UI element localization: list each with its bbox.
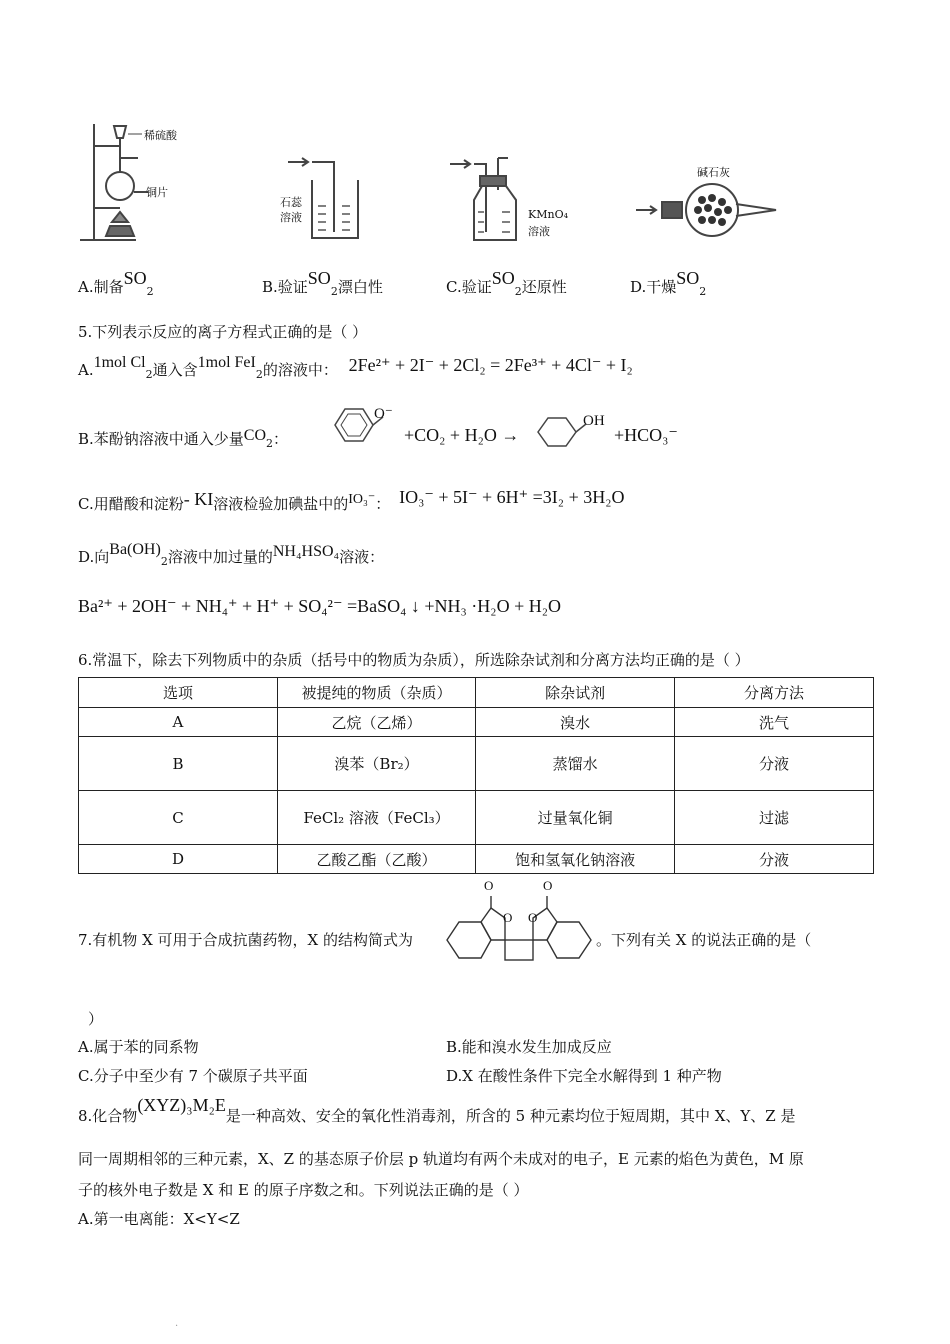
cell-reagent: 蒸馏水 (476, 737, 675, 791)
cell-substance: 溴苯（Br₂） (277, 737, 475, 791)
q4-option-b: B.验证$SO_2$漂白性 (262, 268, 383, 298)
q7-option-a: A.属于苯的同系物 (78, 1038, 199, 1056)
cell-substance: 乙酸乙酯（乙酸） (277, 845, 475, 874)
cell-method: 过滤 (675, 791, 874, 845)
q7-stem-3: ） (88, 1010, 104, 1028)
q8-line-1: 8.化合物(XYZ)₃M₂E是一种高效、安全的氧化性消毒剂，所含的 5 种元素均位于短周期，其中 X、Y、Z 是 (78, 1095, 796, 1125)
table-row (79, 845, 874, 874)
header-method: 分离方法 (675, 678, 874, 708)
q5-option-c: C.用醋酸和淀粉- KI溶液检验加碘盐中的IO₃⁻： IO₃⁻ + 5I⁻ + 6H⁺ =3I₂ + 3H₂O (78, 487, 625, 513)
q5-option-a-equation: 2Fe²⁺ + 2I⁻ + 2Cl₂ = 2Fe³⁺ + 4Cl⁻ + I₂ (348, 355, 633, 375)
q7-stem-1: 7.有机物 X 可用于合成抗菌药物，X 的结构简式为 (78, 931, 413, 949)
q4-option-d: D.干燥$SO_2$ (630, 268, 707, 298)
q5-stem: 5.下列表示反应的离子方程式正确的是（ ） (78, 323, 368, 341)
structure-o-label: O (528, 910, 538, 925)
figure-b-reagent-label-1: 石蕊 (280, 196, 302, 209)
compound-x-structure (441, 878, 597, 974)
structure-o-label: O (484, 878, 494, 893)
q4-option-a: A.制备$SO_2$ (78, 268, 154, 298)
cell-method: 分液 (675, 845, 874, 874)
q5-option-b: B.苯酚钠溶液中通入少量$CO_2$： (78, 427, 289, 450)
figure-d-reagent-label: 碱石灰 (697, 166, 730, 179)
cell-reagent: 过量氧化铜 (476, 791, 675, 845)
q4-option-c: C.验证$SO_2$还原性 (446, 268, 567, 298)
table-header-row (79, 678, 874, 708)
table-row (79, 791, 874, 845)
q6-stem: 6.常温下，除去下列物质中的杂质（括号中的物质为杂质），所选除杂试剂和分离方法均正确的是（ ） (78, 651, 750, 669)
q8-line-2: 同一周期相邻的三种元素，X、Z 的基态原子价层 p 轨道均有两个未成对的电子，E 元素的焰色为黄色，M 原 (78, 1150, 804, 1168)
q7-stem-2: 。下列有关 X 的说法正确的是（ (596, 931, 812, 949)
cell-reagent: 饱和氢氧化钠溶液 (476, 845, 675, 874)
cell-substance: FeCl₂ 溶液（FeCl₃） (277, 791, 475, 845)
q7-option-c: C.分子中至少有 7 个碳原子共平面 (78, 1067, 308, 1085)
figure-a-copper-label: 铜片 (146, 186, 168, 199)
q8-line-3: 子的核外电子数是 X 和 E 的原子序数之和。下列说法正确的是（ ） (78, 1181, 529, 1199)
q8-option-a: A.第一电离能：X<Y<Z (78, 1210, 240, 1228)
figure-c-reagent-label-2: 溶液 (528, 225, 550, 238)
q5-option-d: D.向$Ba(OH)_2$溶液中加过量的NH₄HSO₄溶液： (78, 541, 385, 568)
header-substance: 被提纯的物质（杂质） (277, 678, 475, 708)
cell-substance: 乙烷（乙烯） (277, 708, 475, 737)
structure-o-label: O (503, 910, 513, 925)
q7-option-d: D.X 在酸性条件下完全水解得到 1 种产物 (446, 1067, 722, 1085)
figure-c-kmno4-bottle (444, 150, 534, 245)
table-row (79, 708, 874, 737)
phenoxide-label: O⁻ (374, 406, 393, 422)
q5-option-a: A.1mol $Cl_2$通入含1mol FeI$_2$的溶液中： 2Fe²⁺ + 2I⁻ + 2Cl₂ = 2Fe³⁺ + 4Cl⁻ + I₂ (78, 354, 633, 381)
phenol-label: OH (583, 413, 605, 429)
figure-a-acid-label: 稀硫酸 (144, 129, 177, 142)
structure-o-label: O (543, 878, 553, 893)
cell-method: 洗气 (675, 708, 874, 737)
cell-option: D (79, 845, 278, 874)
q5-option-d-equation: Ba²⁺ + 2OH⁻ + NH₄⁺ + H⁺ + SO₄²⁻ =BaSO₄ ↓ +NH₃ ·H₂O + H₂O (78, 596, 562, 616)
figure-b-litmus-beaker (258, 150, 368, 245)
figure-b-reagent-label-2: 溶液 (280, 211, 302, 224)
cell-option: C (79, 791, 278, 845)
cell-method: 分液 (675, 737, 874, 791)
table-row (79, 737, 874, 791)
header-reagent: 除杂试剂 (476, 678, 675, 708)
q6-table (78, 677, 874, 874)
q5-option-b-middle: +CO₂ + H₂O → (404, 425, 520, 445)
phenol-ring-icon (534, 410, 590, 452)
figure-d-drying-tube (632, 180, 782, 240)
cell-option: B (79, 737, 278, 791)
q5-option-b-end: +HCO₃⁻ (614, 425, 678, 445)
header-option: 选项 (79, 678, 278, 708)
cell-option: A (79, 708, 278, 737)
q5-option-c-equation: IO₃⁻ + 5I⁻ + 6H⁺ =3I₂ + 3H₂O (399, 487, 625, 507)
figure-c-reagent-label-1: KMnO₄ (528, 208, 568, 221)
cell-reagent: 溴水 (476, 708, 675, 737)
footer-dot: . (175, 1318, 179, 1329)
q7-option-b: B.能和溴水发生加成反应 (446, 1038, 612, 1056)
